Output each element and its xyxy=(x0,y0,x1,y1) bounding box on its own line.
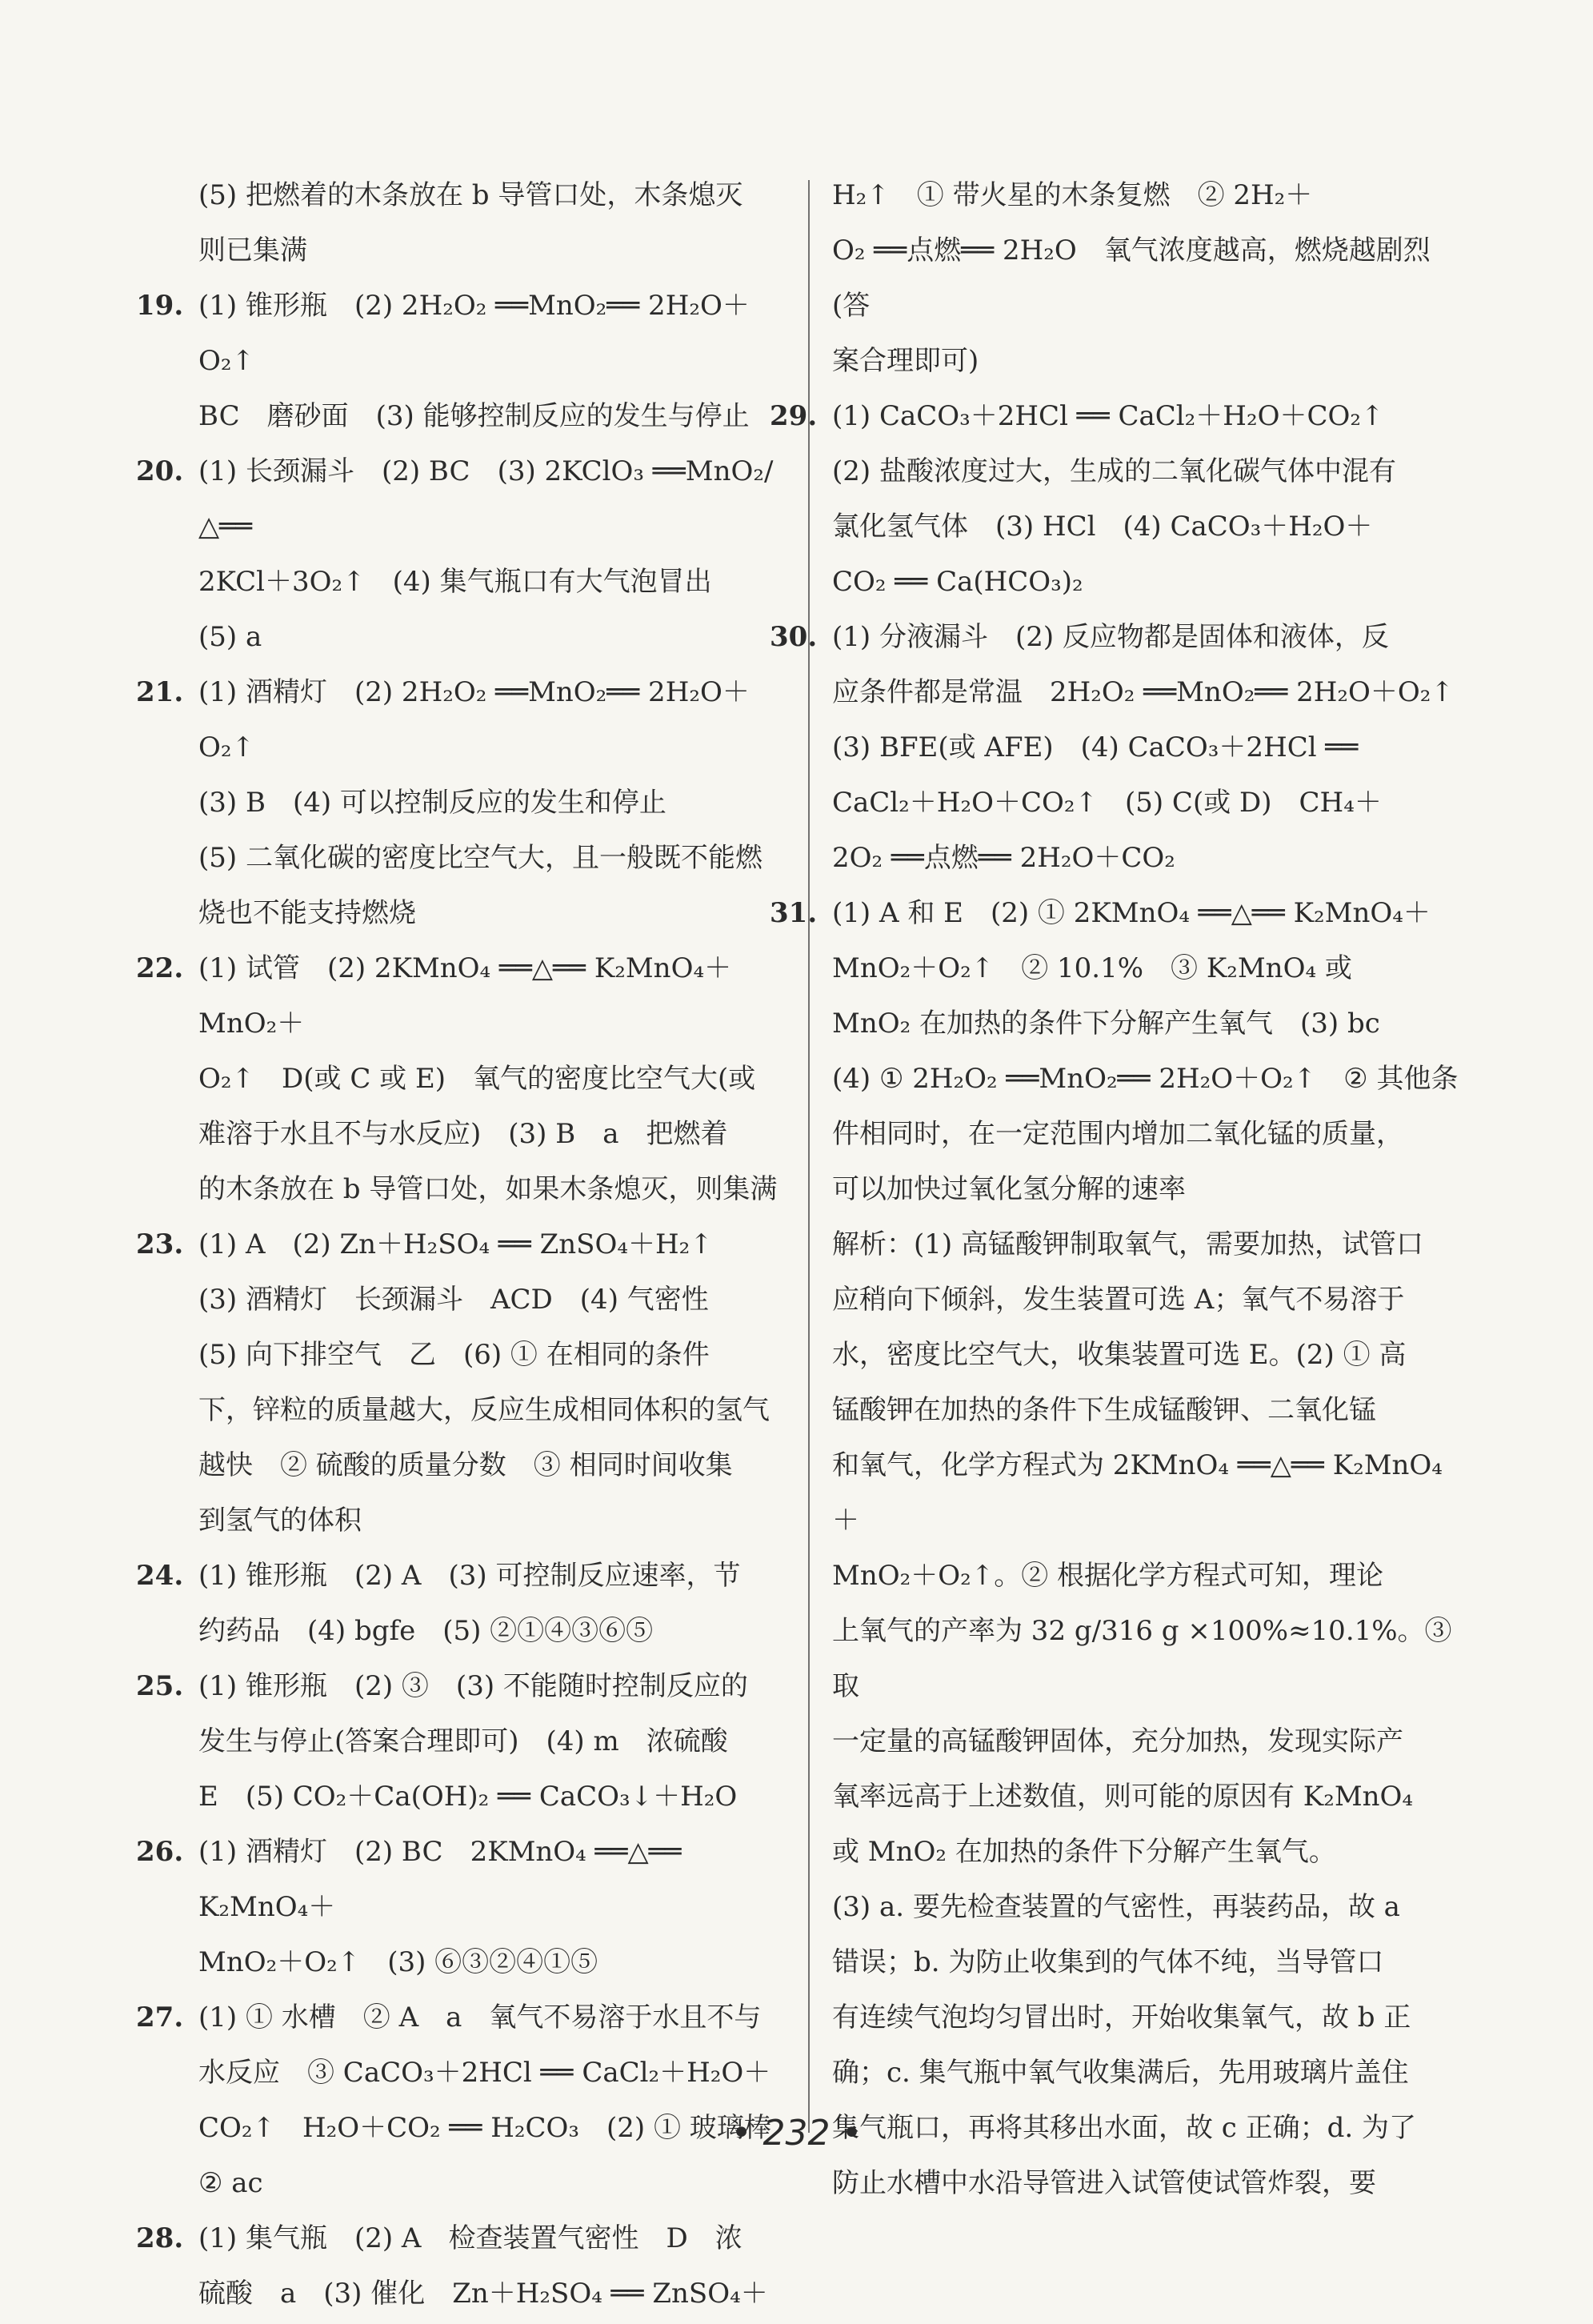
answer-line: MnO₂＋O₂↑ ② 10.1% ③ K₂MnO₄ 或 xyxy=(832,952,1352,984)
answer-line: (5) a xyxy=(198,621,262,653)
answer-line: (1) 酒精灯 (2) 2H₂O₂ ══MnO₂══ 2H₂O＋O₂↑ xyxy=(198,676,750,763)
answer-line: 水反应 ③ CaCO₃＋2HCl ══ CaCl₂＋H₂O＋ xyxy=(198,2057,771,2089)
answer-line: 难溶于水且不与水反应) (3) B a 把燃着 xyxy=(198,1118,728,1150)
answer-item xyxy=(136,941,790,1217)
answer-line: (1) CaCO₃＋2HCl ══ CaCl₂＋H₂O＋CO₂↑ xyxy=(832,400,1384,432)
answer-line: (3) B (4) 可以控制反应的发生和停止 xyxy=(198,787,666,819)
answer-line: E (5) CO₂＋Ca(OH)₂ ══ CaCO₃↓＋H₂O xyxy=(198,1781,738,1813)
answer-item xyxy=(136,444,790,665)
answer-line: 硫酸 a (3) 催化 Zn＋H₂SO₄ ══ ZnSO₄＋ xyxy=(198,2278,768,2310)
answer-line: (4) ① 2H₂O₂ ══MnO₂══ 2H₂O＋O₂↑ ② 其他条 xyxy=(832,1063,1459,1095)
answer-line: (1) A 和 E (2) ① 2KMnO₄ ══△══ K₂MnO₄＋ xyxy=(832,897,1431,929)
question-number: 29. xyxy=(770,400,818,432)
answer-line: CO₂↑ H₂O＋CO₂ ══ H₂CO₃ (2) ① 玻璃棒 xyxy=(198,2112,771,2144)
answer-line: H₂↑ ① 带火星的木条复燃 ② 2H₂＋ xyxy=(832,179,1313,211)
answer-line: 件相同时，在一定范围内增加二氧化锰的质量， xyxy=(832,1118,1403,1150)
answer-line: (1) 长颈漏斗 (2) BC (3) 2KClO₃ ══MnO₂/△══ xyxy=(198,455,774,543)
left-column xyxy=(136,168,790,2322)
answer-line: 发生与停止(答案合理即可) (4) m 浓硫酸 xyxy=(198,1725,728,1757)
answer-line: (1) 集气瓶 (2) A 检查装置气密性 D 浓 xyxy=(198,2222,742,2254)
answer-item xyxy=(198,168,790,278)
answer-item xyxy=(136,278,790,444)
column-divider xyxy=(808,180,810,2133)
answer-line: 一定量的高锰酸钾固体，充分加热，发现实际产 xyxy=(832,1725,1403,1757)
question-number: 28. xyxy=(136,2222,184,2254)
answer-line: ② ac xyxy=(198,2167,263,2199)
answer-line: (2) 盐酸浓度过大，生成的二氧化碳气体中混有 xyxy=(832,455,1396,487)
question-number: 19. xyxy=(136,290,184,322)
page-number: • 232 • xyxy=(730,2113,863,2154)
question-number: 31. xyxy=(770,897,818,929)
question-number: 21. xyxy=(136,676,184,708)
answer-line: 应条件都是常温 2H₂O₂ ══MnO₂══ 2H₂O＋O₂↑ xyxy=(832,676,1454,708)
answer-line: 上氧气的产率为 32 g/316 g ×100%≈10.1%。③ 取 xyxy=(832,1615,1452,1702)
answer-line: 可以加快过氧化氢分解的速率 xyxy=(832,1173,1186,1205)
answer-line: MnO₂ 在加热的条件下分解产生氧气 (3) bc xyxy=(832,1008,1380,1040)
answer-line: 错误；b. 为防止收集到的气体不纯，当导管口 xyxy=(832,1946,1384,1978)
answer-line: (3) 酒精灯 长颈漏斗 ACD (4) 气密性 xyxy=(198,1284,709,1316)
answer-line: (3) BFE(或 AFE) (4) CaCO₃＋2HCl ══ xyxy=(832,731,1359,763)
answer-item xyxy=(136,1825,790,1990)
answer-line: 和氧气，化学方程式为 2KMnO₄ ══△══ K₂MnO₄＋ xyxy=(832,1449,1443,1537)
question-number: 26. xyxy=(136,1836,184,1868)
answer-line: MnO₂＋O₂↑。② 根据化学方程式可知，理论 xyxy=(832,1560,1384,1592)
answer-line: (5) 二氧化碳的密度比空气大，且一般既不能燃 xyxy=(198,842,762,874)
answer-line: (1) 酒精灯 (2) BC 2KMnO₄ ══△══ K₂MnO₄＋ xyxy=(198,1836,682,1923)
question-number: 22. xyxy=(136,952,184,984)
answer-item xyxy=(770,389,1464,610)
question-number: 25. xyxy=(136,1670,184,1702)
answer-line: 到氢气的体积 xyxy=(198,1505,362,1537)
question-number: 24. xyxy=(136,1560,184,1592)
answer-line: 2KCl＋3O₂↑ (4) 集气瓶口有大气泡冒出 xyxy=(198,566,712,598)
answer-line: 2O₂ ══点燃══ 2H₂O＋CO₂ xyxy=(832,842,1175,874)
answer-line: 集气瓶口，再将其移出水面，故 c 正确；d. 为了 xyxy=(832,2112,1417,2144)
answer-line: O₂↑ D(或 C 或 E) 氧气的密度比空气大(或 xyxy=(198,1063,756,1095)
answer-line: O₂ ══点燃══ 2H₂O 氧气浓度越高，燃烧越剧烈(答 xyxy=(832,234,1431,322)
answer-line: BC 磨砂面 (3) 能够控制反应的发生与停止 xyxy=(198,400,750,432)
answer-item xyxy=(136,665,790,941)
answer-line: (1) A (2) Zn＋H₂SO₄ ══ ZnSO₄＋H₂↑ xyxy=(198,1228,713,1260)
answer-line: 有连续气泡均匀冒出时，开始收集氧气，故 b 正 xyxy=(832,2001,1411,2034)
answer-line: 氯化氢气体 (3) HCl (4) CaCO₃＋H₂O＋ xyxy=(832,511,1373,543)
answer-line: (1) ① 水槽 ② A a 氧气不易溶于水且不与 xyxy=(198,2001,762,2034)
answer-line: (1) 分液漏斗 (2) 反应物都是固体和液体，反 xyxy=(832,621,1389,653)
answer-line: 越快 ② 硫酸的质量分数 ③ 相同时间收集 xyxy=(198,1449,733,1481)
question-number: 27. xyxy=(136,2001,184,2034)
answer-line: CaCl₂＋H₂O＋CO₂↑ (5) C(或 D) CH₄＋ xyxy=(832,787,1382,819)
answer-line: (5) 把燃着的木条放在 b 导管口处，木条熄灭 xyxy=(198,179,743,211)
answer-line: 水，密度比空气大，收集装置可选 E。(2) ① 高 xyxy=(832,1339,1407,1371)
answer-item xyxy=(136,1990,790,2211)
answer-line: 应稍向下倾斜，发生装置可选 A；氧气不易溶于 xyxy=(832,1284,1405,1316)
answer-line: 解析：(1) 高锰酸钾制取氧气，需要加热，试管口 xyxy=(832,1228,1423,1260)
answer-item xyxy=(136,1217,790,1549)
answer-item xyxy=(136,1659,790,1825)
answer-line: 的木条放在 b 导管口处，如果木条熄灭，则集满 xyxy=(198,1173,778,1205)
answer-line: (3) a. 要先检查装置的气密性，再装药品，故 a xyxy=(832,1891,1400,1923)
answer-line: (1) 锥形瓶 (2) 2H₂O₂ ══MnO₂══ 2H₂O＋O₂↑ xyxy=(198,290,750,377)
answer-line: 氧率远高于上述数值，则可能的原因有 K₂MnO₄ xyxy=(832,1781,1414,1813)
question-number: 20. xyxy=(136,455,184,487)
answer-item xyxy=(832,168,1464,389)
answer-line: (1) 试管 (2) 2KMnO₄ ══△══ K₂MnO₄＋MnO₂＋ xyxy=(198,952,732,1040)
answer-line: MnO₂＋O₂↑ (3) ⑥③②④①⑤ xyxy=(198,1946,598,1978)
answer-line: 锰酸钾在加热的条件下生成锰酸钾、二氧化锰 xyxy=(832,1394,1376,1426)
answer-item xyxy=(136,1549,790,1659)
question-number: 30. xyxy=(770,621,818,653)
answer-item xyxy=(136,2211,790,2322)
question-number: 23. xyxy=(136,1228,184,1260)
answer-line: 确；c. 集气瓶中氧气收集满后，先用玻璃片盖住 xyxy=(832,2057,1409,2089)
answer-line: (5) 向下排空气 乙 (6) ① 在相同的条件 xyxy=(198,1339,710,1371)
answer-item xyxy=(770,610,1464,886)
answer-line: 案合理即可) xyxy=(832,345,979,377)
answer-line: 约药品 (4) bgfe (5) ②①④③⑥⑤ xyxy=(198,1615,654,1647)
answer-line: 下，锌粒的质量越大，反应生成相同体积的氢气 xyxy=(198,1394,770,1426)
answer-line: 或 MnO₂ 在加热的条件下分解产生氧气。 xyxy=(832,1836,1336,1868)
answer-line: 烧也不能支持燃烧 xyxy=(198,897,416,929)
answer-line: (1) 锥形瓶 (2) ③ (3) 不能随时控制反应的 xyxy=(198,1670,748,1702)
answer-line: CO₂ ══ Ca(HCO₃)₂ xyxy=(832,566,1083,598)
answer-line: (1) 锥形瓶 (2) A (3) 可控制反应速率，节 xyxy=(198,1560,741,1592)
answer-line: 则已集满 xyxy=(198,234,307,266)
answer-line: 防止水槽中水沿导管进入试管使试管炸裂，要 xyxy=(832,2167,1376,2199)
